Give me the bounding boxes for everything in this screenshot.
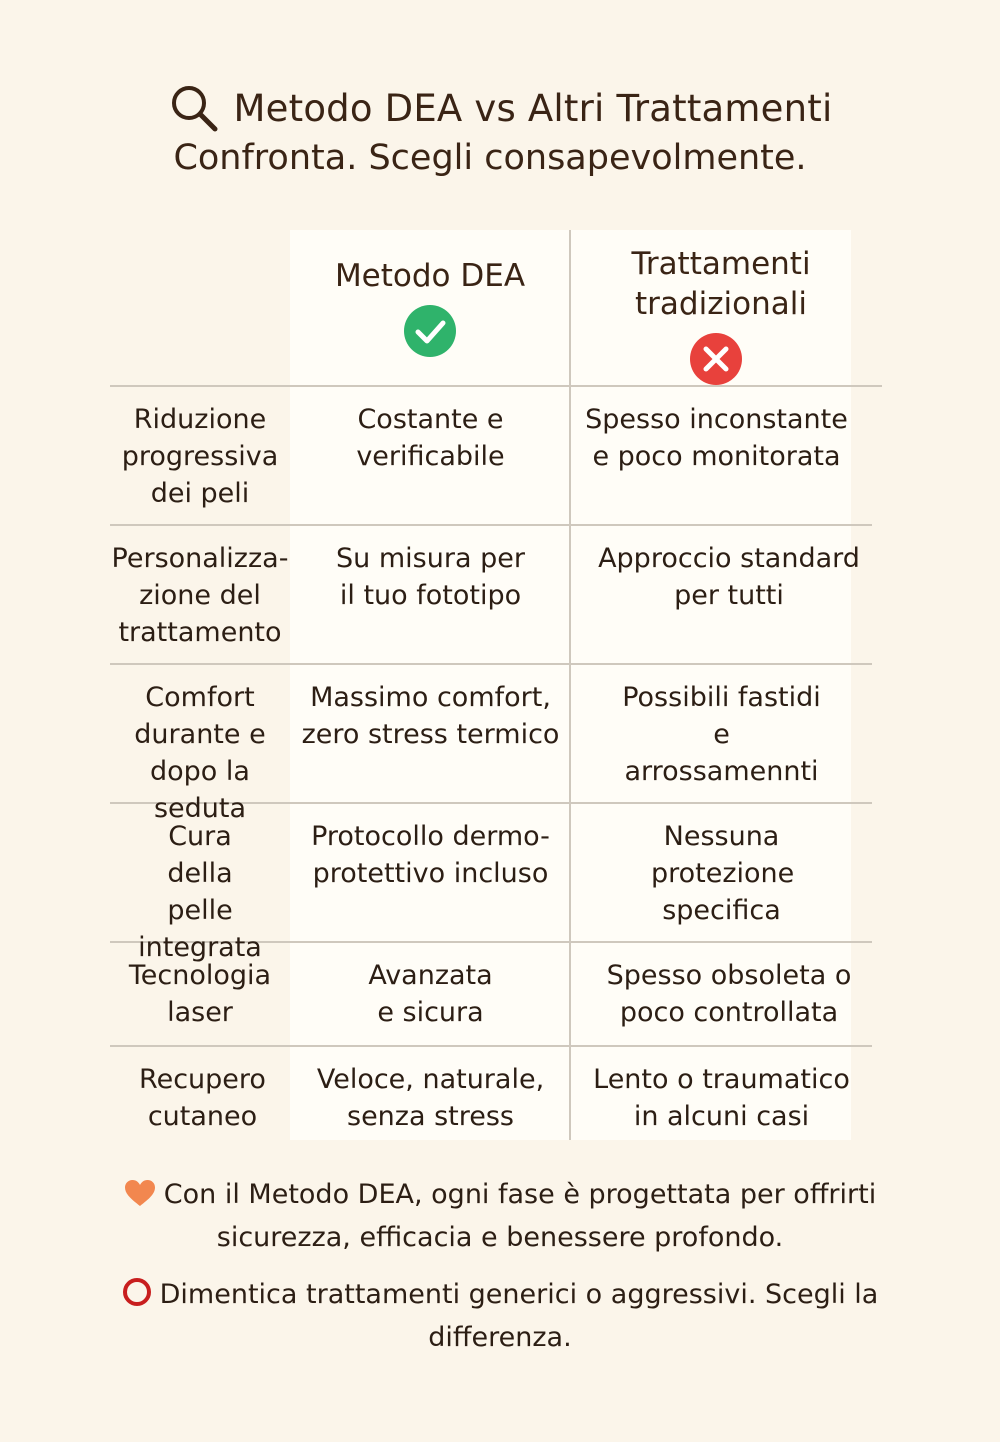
dea-value: Massimo comfort, zero stress termico — [301, 682, 560, 750]
benefit-note-text: Con il Metodo DEA, ogni fase è progettata per offrirti sicurezza, efficacia e benessere profondo. — [163, 1179, 877, 1253]
page-subtitle: Confronta. Scegli consapevolmente. — [173, 138, 807, 178]
row-label: Comfort durante e dopo la seduta — [134, 682, 266, 824]
dea-value: Avanzata e sicura — [368, 960, 493, 1028]
dea-value: Veloce, naturale, senza stress — [316, 1064, 545, 1132]
table-row — [110, 387, 872, 526]
traditional-value: Spesso obsoleta o poco controllata — [606, 960, 852, 1028]
dea-value: Costante e verificabile — [356, 404, 505, 472]
magnifier-icon — [168, 82, 220, 134]
cross-circle-icon — [689, 332, 743, 390]
column-header-label: Trattamenti tradizionali — [631, 246, 811, 322]
call-to-action-note — [110, 1275, 890, 1357]
ring-icon — [122, 1277, 152, 1318]
column-header-traditional — [571, 230, 871, 385]
traditional-value: Spesso inconstante e poco monitorata — [585, 404, 848, 472]
traditional-value: Approccio standard per tutti — [598, 543, 860, 611]
traditional-value: Nessuna protezione specifica — [651, 821, 795, 926]
dea-value: Protocollo dermo-protettivo incluso — [311, 821, 550, 889]
column-header-dea — [290, 230, 570, 385]
dea-value: Su misura per il tuo fototipo — [336, 543, 525, 611]
benefit-note — [110, 1175, 890, 1257]
row-label: Tecnologia laser — [128, 960, 272, 1028]
call-to-action-text: Dimentica trattamenti generici o aggressivi. Scegli la differenza. — [159, 1279, 879, 1353]
row-label: Personalizza-zione del trattamento — [111, 543, 289, 648]
traditional-value: Possibili fastidi e arrossamennti — [622, 682, 821, 787]
comparison-table — [110, 230, 882, 1149]
column-header-label: Metodo DEA — [334, 258, 526, 294]
check-circle-icon — [403, 304, 457, 362]
table-row — [110, 804, 872, 963]
row-label: Cura della pelle integrata — [138, 821, 262, 963]
table-body — [110, 387, 872, 1149]
footer-notes — [0, 1175, 1000, 1375]
table-header — [110, 230, 882, 387]
table-row — [110, 943, 872, 1047]
title-row — [0, 80, 1000, 136]
row-label: Recupero cutaneo — [139, 1064, 266, 1132]
table-row — [110, 526, 872, 665]
header — [0, 80, 1000, 178]
page-title: Metodo DEA vs Altri Trattamenti — [233, 86, 833, 130]
row-label: Riduzione progressiva dei peli — [121, 404, 279, 509]
heart-icon — [124, 1179, 156, 1218]
table-row — [110, 1047, 872, 1149]
table-row — [110, 665, 872, 824]
traditional-value: Lento o traumatico in alcuni casi — [593, 1064, 850, 1132]
